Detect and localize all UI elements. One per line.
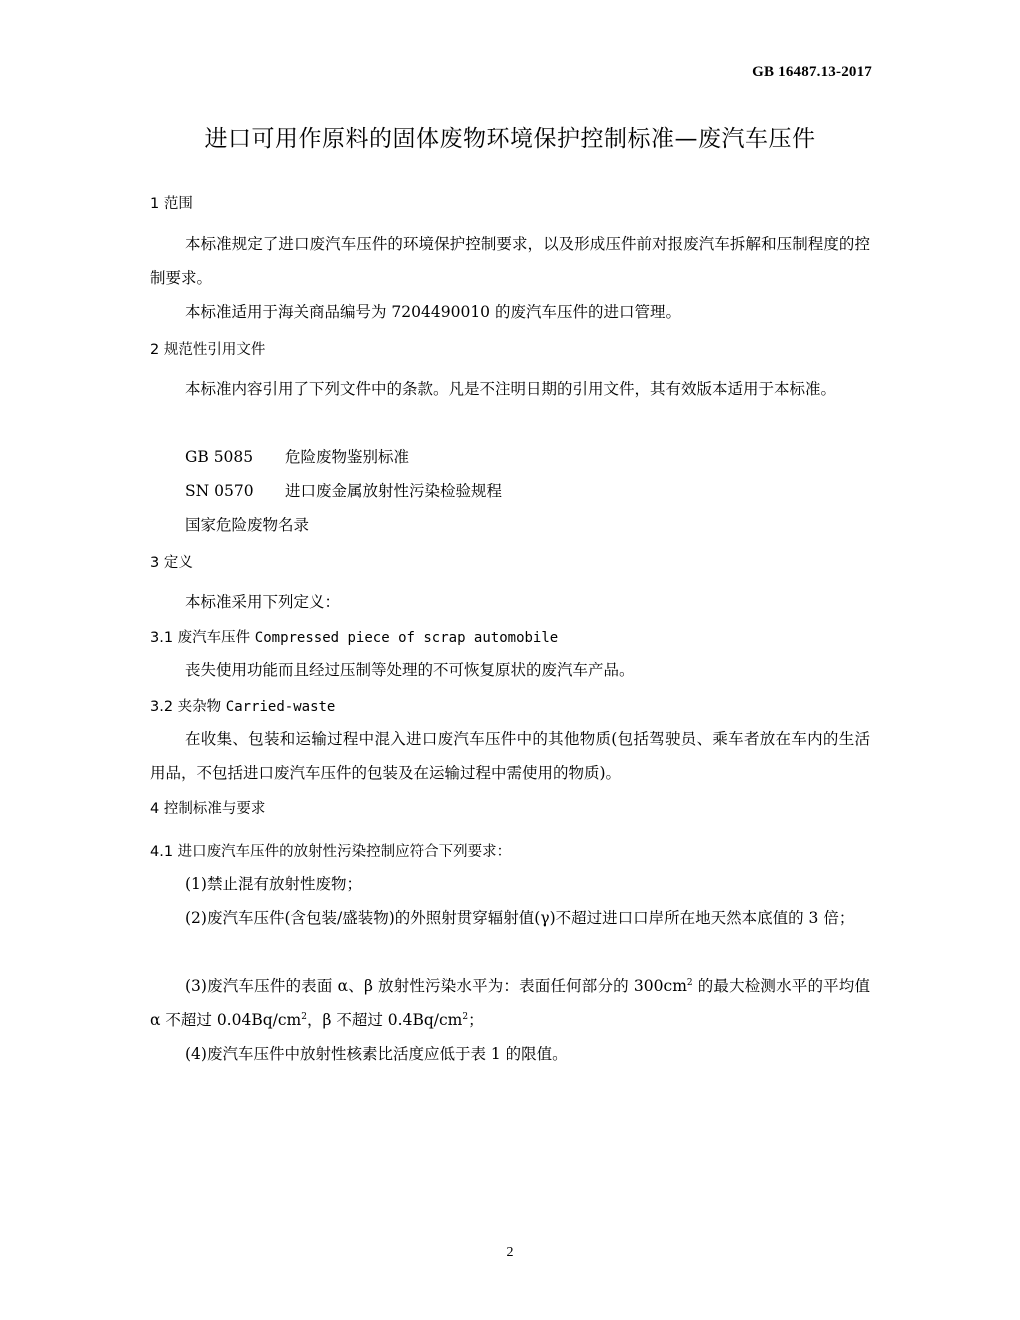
reference-item: 国家危险废物名录 (185, 516, 310, 534)
reference-item (185, 474, 502, 508)
standard-code: GB 16487.13-2017 (752, 64, 872, 80)
section-2-paragraph-1: 本标准内容引用了下列文件中的条款。凡是不注明日期的引用文件，其有效版本适用于本标准。 (185, 380, 837, 398)
definition-3-2-text: 在收集、包装和运输过程中混入进口废汽车压件中的其他物质(包括驾驶员、乘车者放在车内的生活用品，不包括进口废汽车压件的包装及在运输过程中需使用的物质)。 (150, 730, 870, 782)
definition-term-en: Compressed piece of scrap automobile (254, 630, 559, 646)
section-4-heading: 4 控制标准与要求 (150, 801, 266, 817)
page-number: 2 (506, 1245, 514, 1260)
section-3-paragraph-1: 本标准采用下列定义： (185, 593, 341, 611)
definition-3-2-heading (150, 695, 335, 716)
definition-number: 3.2 (150, 699, 174, 715)
document-title: 进口可用作原料的固体废物环境保护控制标准—废汽车压件 (204, 126, 816, 152)
definition-number: 3.1 (150, 630, 174, 646)
definition-term-cn: 废汽车压件 (177, 630, 251, 646)
section-1-heading: 1 范围 (150, 196, 193, 212)
requirement-item-3: (3)废汽车压件的表面 α、β 放射性污染水平为：表面任何部分的 $300cm^2$ 的最大检测水平的平均值 α 不超过 $0.04Bq/cm^2$，β 不超过 $0.4Bq/cm^2$； (150, 977, 870, 1029)
reference-name: 危险废物鉴别标准 (285, 448, 410, 466)
section-3-heading: 3 定义 (150, 555, 193, 571)
subsection-4-1-heading: 4.1 进口废汽车压件的放射性污染控制应符合下列要求： (150, 844, 512, 860)
reference-code: SN 0570 (185, 482, 254, 500)
requirement-item-2: (2)废汽车压件(含包装/盛装物)的外照射贯穿辐射值(γ)不超过进口口岸所在地天然本底值的 3 倍； (185, 909, 855, 927)
requirement-item-4: (4)废汽车压件中放射性核素比活度应低于表 1 的限值。 (185, 1045, 568, 1063)
section-2-heading: 2 规范性引用文件 (150, 342, 266, 358)
reference-code: GB 5085 (185, 448, 254, 466)
requirement-item-1: (1)禁止混有放射性废物； (185, 875, 362, 893)
reference-name: 进口废金属放射性污染检验规程 (285, 482, 503, 500)
definition-3-1-text: 丧失使用功能而且经过压制等处理的不可恢复原状的废汽车产品。 (185, 661, 635, 679)
definition-term-en: Carried-waste (225, 699, 336, 715)
section-1-paragraph-2: 本标准适用于海关商品编号为 7204490010 的废汽车压件的进口管理。 (185, 303, 681, 321)
section-1-paragraph-1: 本标准规定了进口废汽车压件的环境保护控制要求，以及形成压件前对报废汽车拆解和压制程度的控制要求。 (150, 235, 870, 287)
definition-term-cn: 夹杂物 (177, 699, 222, 715)
definition-3-1-heading (150, 626, 558, 647)
reference-item (185, 440, 409, 474)
